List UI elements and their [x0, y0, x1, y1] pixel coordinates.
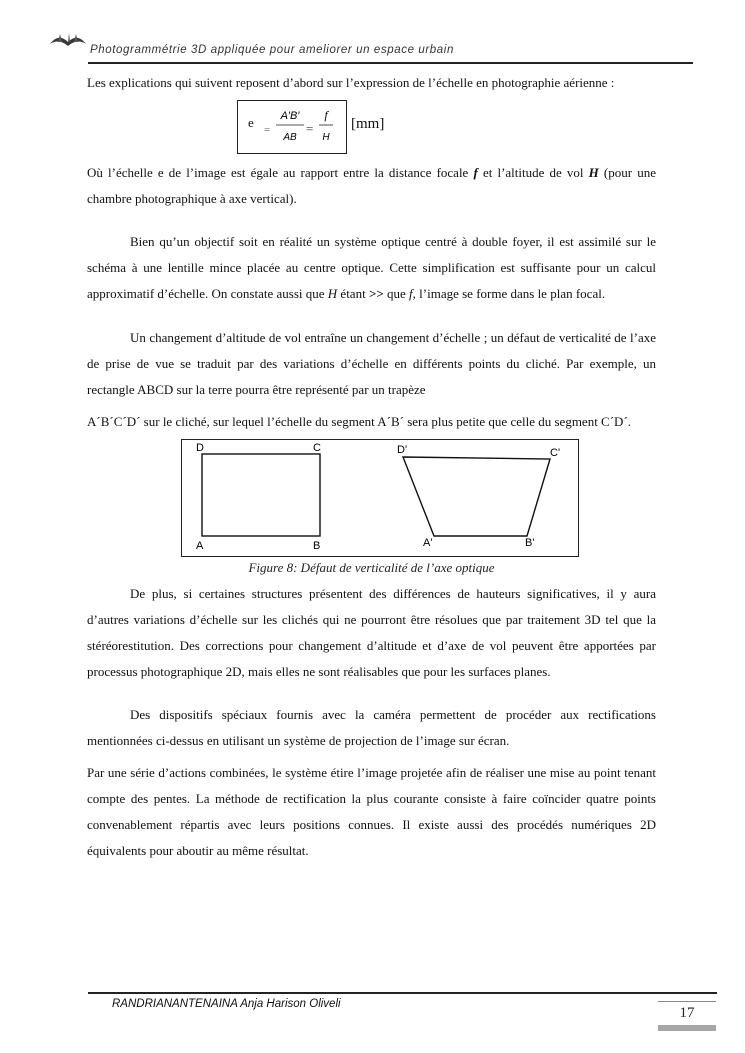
trapezoid-abcd-prime: [403, 457, 550, 536]
rectangle-abcd: [202, 454, 320, 536]
label-c-prime: C': [550, 447, 561, 459]
page-header: [48, 30, 693, 66]
header-title: Photogrammétrie 3D appliquée pour ameliorer un espace urbain: [90, 44, 454, 56]
symbol-f: f: [473, 165, 478, 180]
header-rule: [88, 62, 693, 64]
text-run: Bien qu’un objectif soit en réalité un système optique centré à double foyer, il est assimilé sur le schéma à une lentille mince placée au centre optique. Cette simplification est suffisante pour un calcul approximatif d’échelle. On constate aussi que: [87, 234, 656, 301]
text-run: étant: [337, 286, 369, 301]
formula-num1: A′B′: [280, 110, 300, 122]
paragraph-intro: Les explications qui suivent reposent d’abord sur l’expression de l’échelle en photographie aérienne :: [87, 75, 615, 90]
symbol-H: H: [327, 286, 338, 301]
symbol-H: H: [588, 165, 599, 180]
much-greater-symbol: >>: [368, 286, 384, 301]
paragraph-rectification: Par une série d’actions combinées, le système étire l’image projetée afin de réaliser une mise au point tenant compte des pentes. La méthode de rectification la plus courante consiste à faire coïncider quatre points convenablement répartis avec leurs positions connues. Il existe aussi des procédés numériques 2D équivalents pour aboutir au même résultat.: [87, 765, 656, 858]
page-number: 17: [679, 1005, 695, 1021]
label-d: D: [196, 442, 204, 454]
page-content: [87, 70, 656, 864]
page-number-box: [658, 1001, 716, 1031]
paragraph-scale-definition: [87, 160, 656, 212]
symbol-f: f: [409, 286, 413, 301]
figure-verticality: [181, 439, 579, 557]
bird-logo-icon: [48, 30, 88, 52]
scale-formula: [87, 100, 656, 160]
formula-eq1: =: [264, 124, 271, 136]
label-d-prime: D': [397, 444, 408, 456]
footer-author: RANDRIANANTENAINA Anja Harison Oliveli: [112, 998, 341, 1010]
text-run: Où l’échelle e de l’image est égale au rapport entre la distance focale: [87, 165, 474, 180]
text-run: , l’image se forme dans le plan focal.: [412, 286, 606, 301]
formula-num2: f: [324, 108, 328, 122]
formula-lhs: e: [248, 115, 254, 130]
footer-rule: [88, 992, 717, 994]
formula-unit: [mm]: [351, 116, 385, 132]
label-b-prime: B': [525, 537, 535, 549]
label-a: A: [196, 540, 204, 552]
formula-den1: AB: [283, 132, 297, 143]
label-b: B: [313, 540, 321, 552]
figure-diagram: [182, 440, 578, 556]
formula-den2: H: [322, 132, 330, 143]
formula-fraction: [238, 101, 346, 153]
formula-eq2: =: [306, 121, 314, 136]
paragraph-altitude-change: Un changement d’altitude de vol entraîne un changement d’échelle ; un défaut de verticalité de l’axe de prise de vue se traduit par des variations d’échelle en différents points du cliché. Par exemple, un rectangle ABCD sur la terre pourra être représenté par un trapèze: [87, 330, 656, 397]
label-a-prime: A': [423, 537, 433, 549]
paragraph-height-differences: De plus, si certaines structures présentent des différences de hauteurs significatives, il y aura d’autres variations d’échelle sur les clichés qui ne pourront être résolues que par traitement 3D tel que la stéréorestitution. Des corrections pour changement d’altitude et d’axe de vol peuvent être apportées par processus photographique 2D, mais elles ne sont réalisables que pour les surfaces planes.: [87, 586, 656, 679]
formula-box: [237, 100, 347, 154]
page-number-bar: [658, 1025, 716, 1031]
page-number-rule: [658, 1001, 716, 1002]
figure-caption: Figure 8: Défaut de verticalité de l’axe optique: [248, 560, 495, 575]
text-run: (pour une chambre photographique à axe vertical).: [87, 165, 656, 206]
paragraph-optics: [87, 229, 656, 307]
text-run: que: [383, 286, 410, 301]
paragraph-trapezoid: A´B´C´D´ sur le cliché, sur lequel l’échelle du segment A´B´ sera plus petite que celle du segment C´D´.: [87, 414, 632, 429]
text-run: et l’altitude de vol: [477, 165, 589, 180]
paragraph-special-devices: Des dispositifs spéciaux fournis avec la caméra permettent de procéder aux rectifications mentionnées ci-dessus en utilisant un système de projection de l’image sur écran.: [87, 707, 656, 748]
label-c: C: [313, 442, 321, 454]
